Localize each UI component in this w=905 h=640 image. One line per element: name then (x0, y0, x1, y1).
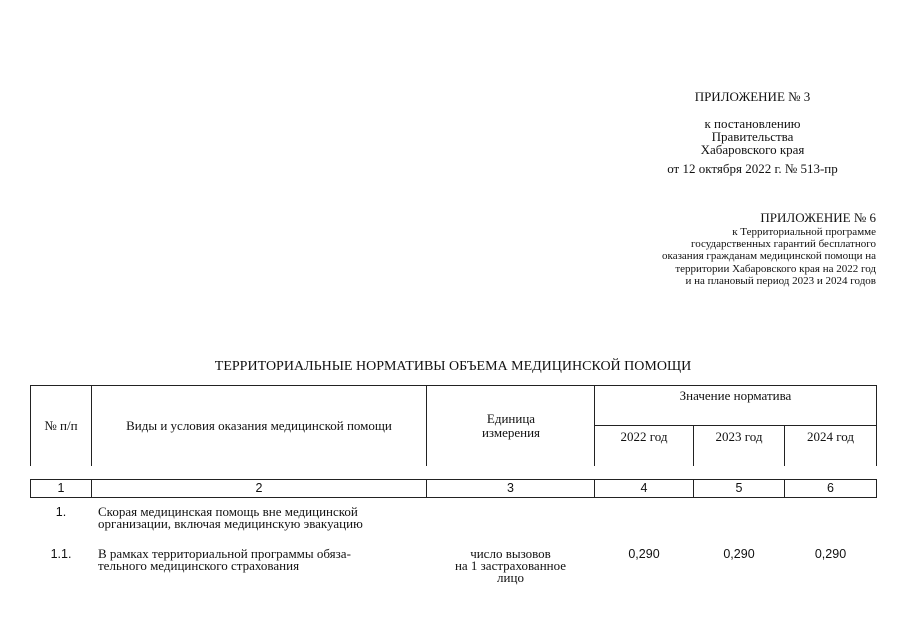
document-title: ТЕРРИТОРИАЛЬНЫЕ НОРМАТИВЫ ОБЪЕМА МЕДИЦИНСКОЙ ПОМОЩИ (214, 359, 692, 374)
row-value-2024: 0,290 (814, 547, 847, 561)
column-number: 6 (827, 481, 834, 495)
header-year-2023: 2023 год (715, 429, 763, 444)
row-kind-line: тельного медицинского страхования (98, 558, 300, 573)
header-kind: Виды и условия оказания медицинской помощи (126, 418, 392, 433)
column-number: 4 (640, 481, 648, 495)
row-kind-line: В рамках территориальной программы обяза- (98, 546, 351, 561)
header-year-2024: 2024 год (807, 429, 854, 444)
row-unit-line: лицо (497, 570, 524, 585)
header-num: № п/п (44, 418, 78, 433)
appendix-6-title: ПРИЛОЖЕНИЕ № 6 (760, 210, 876, 225)
row-number: 1.1. (50, 547, 72, 561)
appendix-6-line-5: и на плановый период 2023 и 2024 годов (685, 275, 876, 287)
appendix-3-date: от 12 октября 2022 г. № 513-пр (667, 161, 838, 176)
appendix-3-line-3: Хабаровского края (700, 142, 805, 157)
appendix-3-line-2: Правительства (711, 129, 794, 144)
header-value: Значение норматива (679, 388, 792, 403)
appendix-3-title: ПРИЛОЖЕНИЕ № 3 (694, 89, 811, 104)
header-year-2022: 2022 год (620, 429, 668, 444)
column-number: 3 (507, 481, 514, 495)
row-kind-line: Скорая медицинская помощь вне медицинской (98, 504, 358, 519)
column-number: 2 (255, 481, 263, 495)
column-number: 1 (57, 481, 65, 495)
row-number: 1. (55, 505, 67, 519)
row-value-2023: 0,290 (723, 547, 755, 561)
appendix-3-line-1: к постановлению (704, 116, 801, 131)
row-unit-line: на 1 застрахованное (454, 558, 567, 573)
header-unit: Единица измерения (481, 411, 541, 440)
appendix-6-line-3: оказания гражданам медицинской помощи на (662, 250, 876, 262)
row-kind-line: организации, включая медицинскую эвакуацию (98, 516, 363, 531)
row-unit-line: число вызовов (470, 546, 551, 561)
appendix-6-line-1: к Территориальной программе (732, 226, 876, 238)
appendix-6-line-4: территории Хабаровского края на 2022 год (675, 263, 876, 275)
row-value-2022: 0,290 (628, 547, 660, 561)
appendix-6-line-2: государственных гарантий бесплатного (690, 238, 876, 250)
column-number: 5 (735, 481, 743, 495)
